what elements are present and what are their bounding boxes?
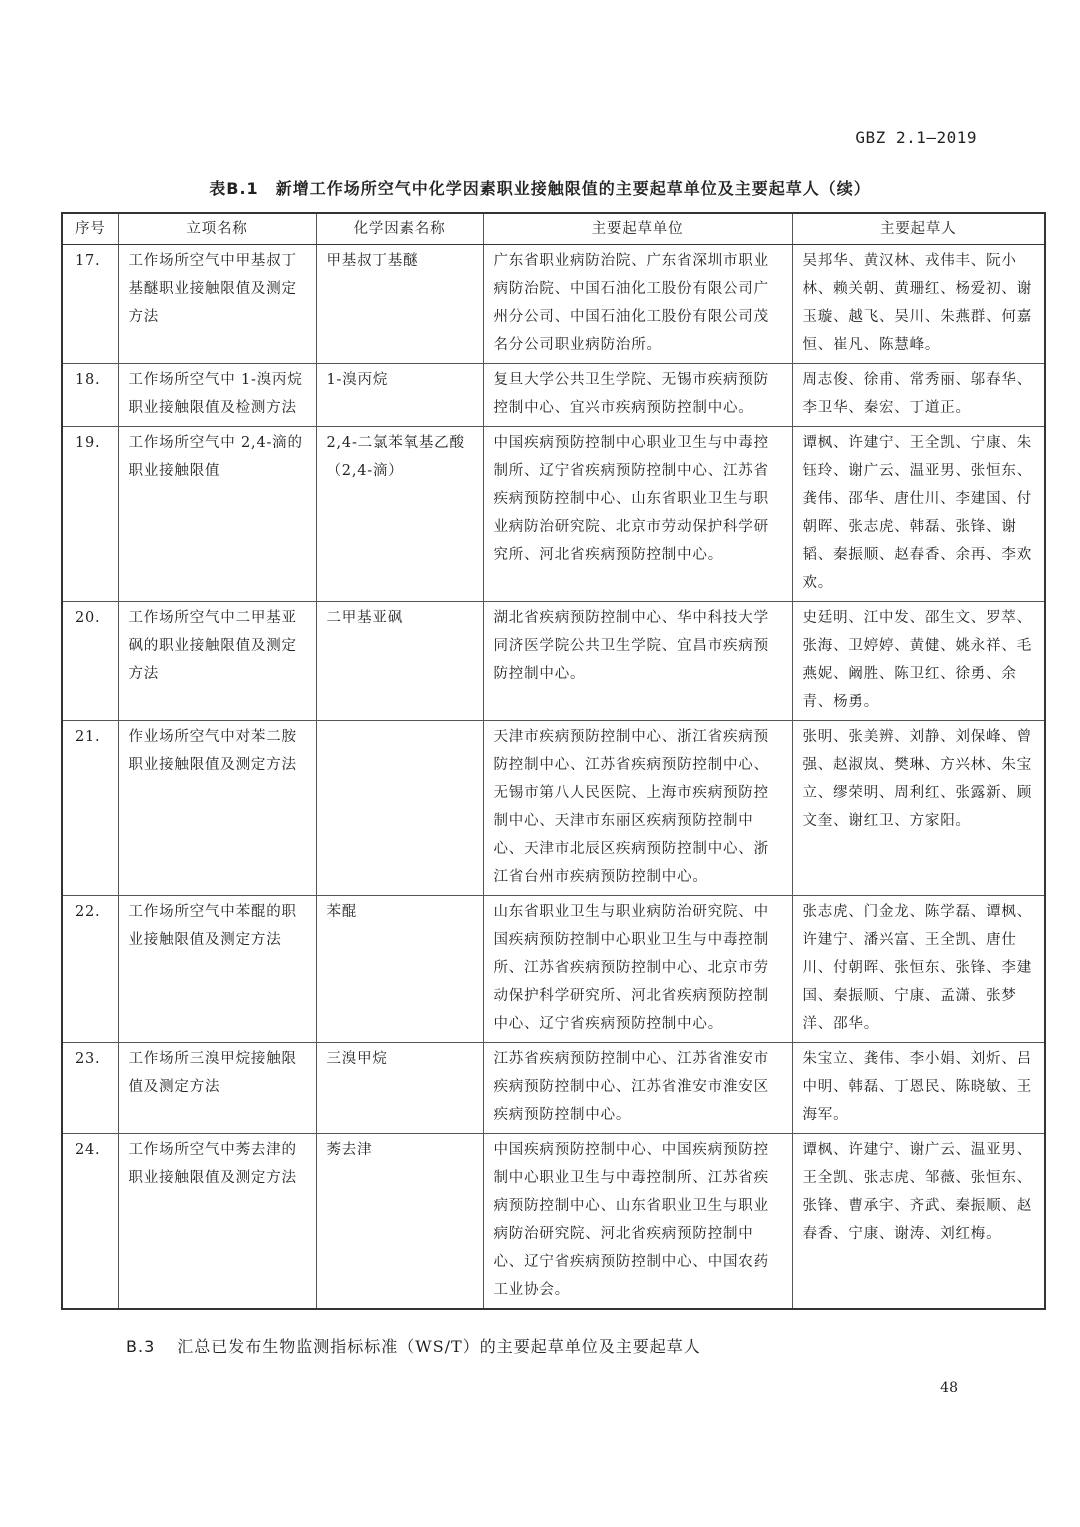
row-drafters: 谭枫、许建宁、王全凯、宁康、朱钰玲、谢广云、温亚男、张恒东、龚伟、邵华、唐仕川、李建国、付朝晖、张志虎、韩磊、张锋、谢韬、秦振顺、赵春香、余再、李欢欢。 <box>792 427 1045 602</box>
row-project: 工作场所空气中苯醌的职业接触限值及测定方法 <box>118 896 316 1043</box>
standard-code: GBZ 2.1—2019 <box>855 128 977 147</box>
row-chemical: 莠去津 <box>316 1134 483 1310</box>
row-drafters: 吴邦华、黄汉林、戎伟丰、阮小林、赖关朝、黄珊红、杨爱初、谢玉璇、越飞、吴川、朱燕群、何嘉恒、崔凡、陈慧峰。 <box>792 245 1045 364</box>
table-row <box>62 364 1045 427</box>
row-seq: 18. <box>62 364 118 427</box>
row-units: 广东省职业病防治院、广东省深圳市职业病防治院、中国石油化工股份有限公司广州分公司、中国石油化工股份有限公司茂名分公司职业病防治所。 <box>483 245 792 364</box>
row-project: 工作场所三溴甲烷接触限值及测定方法 <box>118 1043 316 1134</box>
row-seq: 20. <box>62 602 118 721</box>
row-chemical: 三溴甲烷 <box>316 1043 483 1134</box>
row-drafters: 张志虎、门金龙、陈学磊、谭枫、许建宁、潘兴富、王全凯、唐仕川、付朝晖、张恒东、张锋、李建国、秦振顺、宁康、孟潇、张梦洋、邵华。 <box>792 896 1045 1043</box>
row-chemical: 二甲基亚砜 <box>316 602 483 721</box>
row-drafters: 张明、张美辨、刘静、刘保峰、曾强、赵淑岚、樊琳、方兴林、朱宝立、缪荣明、周利红、张露新、顾文奎、谢红卫、方家阳。 <box>792 721 1045 896</box>
row-units: 复旦大学公共卫生学院、无锡市疾病预防控制中心、宜兴市疾病预防控制中心。 <box>483 364 792 427</box>
row-chemical: 2,4-二氯苯氧基乙酸（2,4-滴） <box>316 427 483 602</box>
row-drafters: 朱宝立、龚伟、李小娟、刘炘、吕中明、韩磊、丁恩民、陈晓敏、王海军。 <box>792 1043 1045 1134</box>
table-row <box>62 245 1045 364</box>
section-title: 汇总已发布生物监测指标标准（WS/T）的主要起草单位及主要起草人 <box>177 1337 701 1356</box>
row-project: 工作场所空气中 1-溴丙烷职业接触限值及检测方法 <box>118 364 316 427</box>
section-heading <box>126 1334 701 1357</box>
row-seq: 21. <box>62 721 118 896</box>
row-units: 湖北省疾病预防控制中心、华中科技大学同济医学院公共卫生学院、宜昌市疾病预防控制中心。 <box>483 602 792 721</box>
col-header-chemical: 化学因素名称 <box>316 213 483 245</box>
row-units: 江苏省疾病预防控制中心、江苏省淮安市疾病预防控制中心、江苏省淮安市淮安区疾病预防控制中心。 <box>483 1043 792 1134</box>
table-row <box>62 602 1045 721</box>
row-drafters: 周志俊、徐甫、常秀丽、邬春华、李卫华、秦宏、丁道正。 <box>792 364 1045 427</box>
row-project: 作业场所空气中对苯二胺职业接触限值及测定方法 <box>118 721 316 896</box>
row-seq: 24. <box>62 1134 118 1310</box>
col-header-seq: 序号 <box>62 213 118 245</box>
row-units: 中国疾病预防控制中心职业卫生与中毒控制所、辽宁省疾病预防控制中心、江苏省疾病预防控制中心、山东省职业卫生与职业病防治研究院、北京市劳动保护科学研究所、河北省疾病预防控制中心。 <box>483 427 792 602</box>
row-project: 工作场所空气中 2,4-滴的职业接触限值 <box>118 427 316 602</box>
table-header-row <box>62 213 1045 245</box>
row-drafters: 谭枫、许建宁、谢广云、温亚男、王全凯、张志虎、邹薇、张恒东、张锋、曹承宇、齐武、秦振顺、赵春香、宁康、谢涛、刘红梅。 <box>792 1134 1045 1310</box>
row-units: 天津市疾病预防控制中心、浙江省疾病预防控制中心、江苏省疾病预防控制中心、无锡市第八人民医院、上海市疾病预防控制中心、天津市东丽区疾病预防控制中心、天津市北辰区疾病预防控制中心、浙江省台州市疾病预防控制中心。 <box>483 721 792 896</box>
table-row <box>62 1134 1045 1310</box>
row-chemical: 甲基叔丁基醚 <box>316 245 483 364</box>
col-header-units: 主要起草单位 <box>483 213 792 245</box>
table-row <box>62 721 1045 896</box>
table-title: 表B.1 新增工作场所空气中化学因素职业接触限值的主要起草单位及主要起草人（续） <box>209 179 871 198</box>
section-number: B.3 <box>126 1337 156 1356</box>
col-header-project: 立项名称 <box>118 213 316 245</box>
row-units: 中国疾病预防控制中心、中国疾病预防控制中心职业卫生与中毒控制所、江苏省疾病预防控制中心、山东省职业卫生与职业病防治研究院、河北省疾病预防控制中心、辽宁省疾病预防控制中心、中国农药工业协会。 <box>483 1134 792 1310</box>
row-chemical: 苯醌 <box>316 896 483 1043</box>
row-drafters: 史廷明、江中发、邵生文、罗萃、张海、卫婷婷、黄健、姚永祥、毛燕妮、阚胜、陈卫红、徐勇、余青、杨勇。 <box>792 602 1045 721</box>
row-project: 工作场所空气中莠去津的职业接触限值及测定方法 <box>118 1134 316 1310</box>
row-seq: 22. <box>62 896 118 1043</box>
table-row <box>62 427 1045 602</box>
row-project: 工作场所空气中二甲基亚砜的职业接触限值及测定方法 <box>118 602 316 721</box>
drafters-table <box>61 212 1046 1310</box>
table-row <box>62 1043 1045 1134</box>
row-units: 山东省职业卫生与职业病防治研究院、中国疾病预防控制中心职业卫生与中毒控制所、江苏省疾病预防控制中心、北京市劳动保护科学研究所、河北省疾病预防控制中心、辽宁省疾病预防控制中心。 <box>483 896 792 1043</box>
col-header-drafters: 主要起草人 <box>792 213 1045 245</box>
row-seq: 23. <box>62 1043 118 1134</box>
table-row <box>62 896 1045 1043</box>
row-seq: 17. <box>62 245 118 364</box>
row-chemical <box>316 721 483 896</box>
row-chemical: 1-溴丙烷 <box>316 364 483 427</box>
row-project: 工作场所空气中甲基叔丁基醚职业接触限值及测定方法 <box>118 245 316 364</box>
page-number: 48 <box>940 1380 958 1396</box>
row-seq: 19. <box>62 427 118 602</box>
